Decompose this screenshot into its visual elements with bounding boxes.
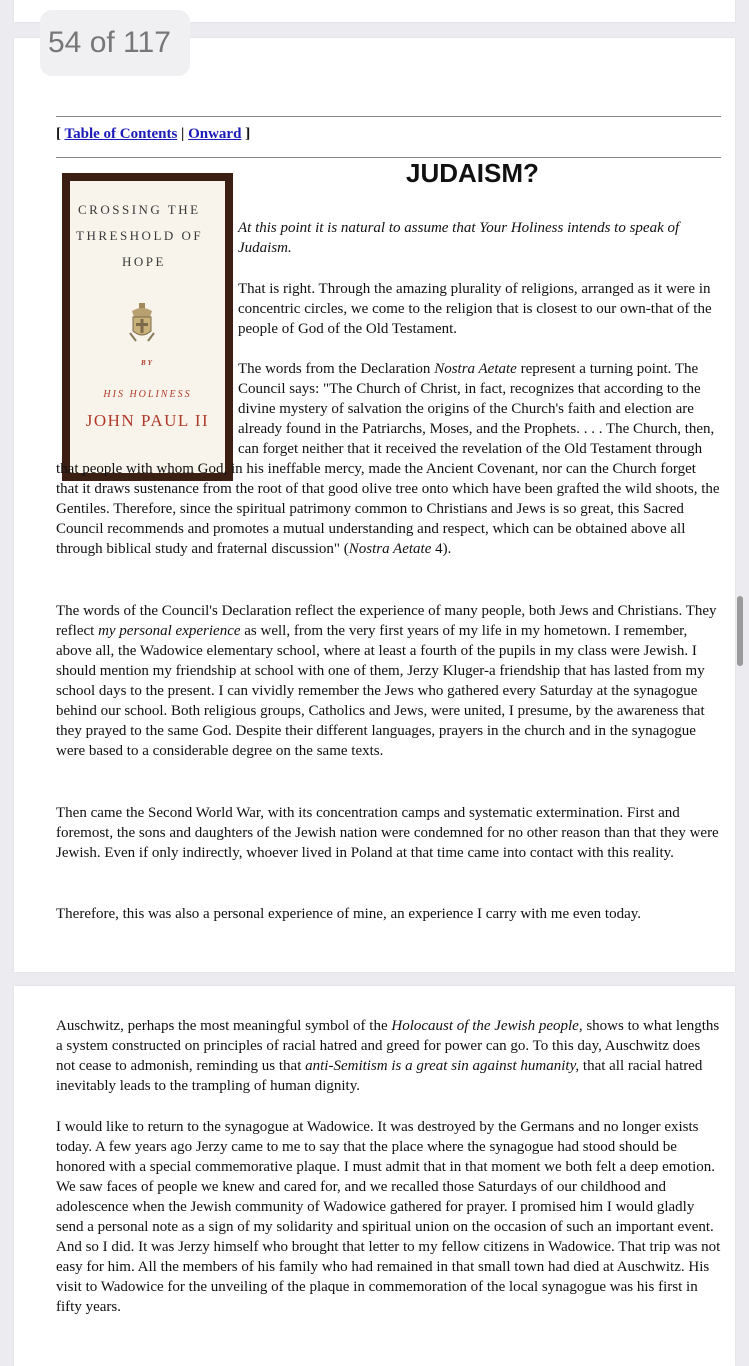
current-page <box>14 38 735 972</box>
scrollbar-thumb[interactable] <box>737 596 743 666</box>
nav-bracket-open: [ <box>56 126 61 142</box>
cover-title-line-2: THRESHOLD OF <box>76 228 204 243</box>
cover-author-prefix: HIS HOLINESS <box>103 389 192 400</box>
top-divider <box>56 116 721 117</box>
table-of-contents-link[interactable]: Table of Contents <box>64 126 178 142</box>
nav-separator: | <box>181 126 185 142</box>
experience-paragraph: The words of the Council's Declaration reflect the experience of many people, both Jews and Christians. They reflect my personal experience as well, from the very first years of my life in my hometown. I remember, above all, the Wadowice elementary school, where at least a fourth of the pupils in my class were Jewish. I should mention my friendship at school with one of them, Jerzy Kluger-a friendship that has lasted from my school days to the present. I can vividly remember the Jews who gathered every Saturday at the synagogue behind our school. Both religious groups, Catholics and Jews, were united, I presume, by the awareness that they prayed to the same God. Despite their different languages, prayers in the church and in the synagogue were based to a considerable degree on the same texts. <box>56 603 717 759</box>
nav-bracket-close: ] <box>245 126 251 142</box>
synagogue-paragraph: I would like to return to the synagogue at Wadowice. It was destroyed by the Germans and no longer exists today. A few years ago Jerzy came to me to say that the place where the synagogue had stood should be honored with a special commemorative plaque. I must admit that in that moment we both felt a deep emotion. We saw faces of people we knew and cared for, and we recalled those Saturdays of our childhood and adolescence when the Jewish community of Wadowice gathered for prayer. I promised him I would gladly send a personal note as a sign of my solidarity and spiritual union on the occasion of such an important event. And so I did. It was Jerzy himself who brought that letter to my fellow citizens in Wadowice. That trip was not easy for him. All the members of his family who had remained in that small town had died at Auschwitz. His visit to Wadowice for the unveiling of the plaque in commemoration of the local synagogue was his first in fifty years. <box>56 1119 721 1315</box>
answer-paragraph-1: That is right. Through the amazing plurality of religions, arranged as it were in concentric circles, we come to the religion that is closest to our own-that of the people of God of the Old Testament. <box>238 281 712 337</box>
cover-title-line-3: HOPE <box>122 254 166 269</box>
answer-paragraph-2: The words from the Declaration Nostra Aetate represent a turning point. The Council says: "The Church of Christ, in fact, recognizes that according to the divine mystery of salvation the origins of the Church's faith and election are already found in the Patriarchs, Moses, and the Prophets. . . . The Church, then, can forget neither that it received the revelation of the Old Testament through that people with whom God, in his ineffable mercy, made the Ancient Covenant, nor can the Church forget that it draws sustenance from the root of that good olive tree onto which have been grafted the wild shoots, the Gentiles. Therefore, since the spiritual patrimony common to Christians and Jews is so great, this Sacred Council recommends and promotes a mutual understanding and respect, which can be obtained above all through biblical study and fraternal discussion" (Nostra Aetate 4). <box>56 361 720 557</box>
cover-title-line-1: CROSSING THE <box>78 202 201 217</box>
page-counter-badge: 54 of 117 <box>40 10 190 76</box>
navigation-bar <box>56 126 250 143</box>
auschwitz-paragraph: Auschwitz, perhaps the most meaningful symbol of the Holocaust of the Jewish people, shows to what lengths a system constructed on principles of racial hatred and greed for power can go. To this day, Auschwitz does not cease to admonish, reminding us that anti-Semitism is a great sin against humanity, that all racial hatred inevitably leads to the trampling of human dignity. <box>56 1018 720 1094</box>
cover-author: JOHN PAUL II <box>85 411 210 430</box>
next-page <box>14 986 735 1366</box>
nav-divider <box>56 157 721 158</box>
cover-by: BY <box>141 359 154 367</box>
chapter-title: JUDAISM? <box>406 158 539 188</box>
war-paragraph: Then came the Second World War, with its concentration camps and systematic extermination. First and foremost, the sons and daughters of the Jewish nation were condemned for no other reason than that they were Jewish. Even if only indirectly, whoever lived in Poland at that time came into contact with this reality. <box>56 805 719 861</box>
therefore-paragraph: Therefore, this was also a personal experience of mine, an experience I carry with me even today. <box>56 906 642 922</box>
interviewer-question: At this point it is natural to assume that Your Holiness intends to speak of Judaism. <box>238 220 680 256</box>
onward-link[interactable]: Onward <box>188 126 242 142</box>
papal-crest-icon <box>126 303 158 343</box>
